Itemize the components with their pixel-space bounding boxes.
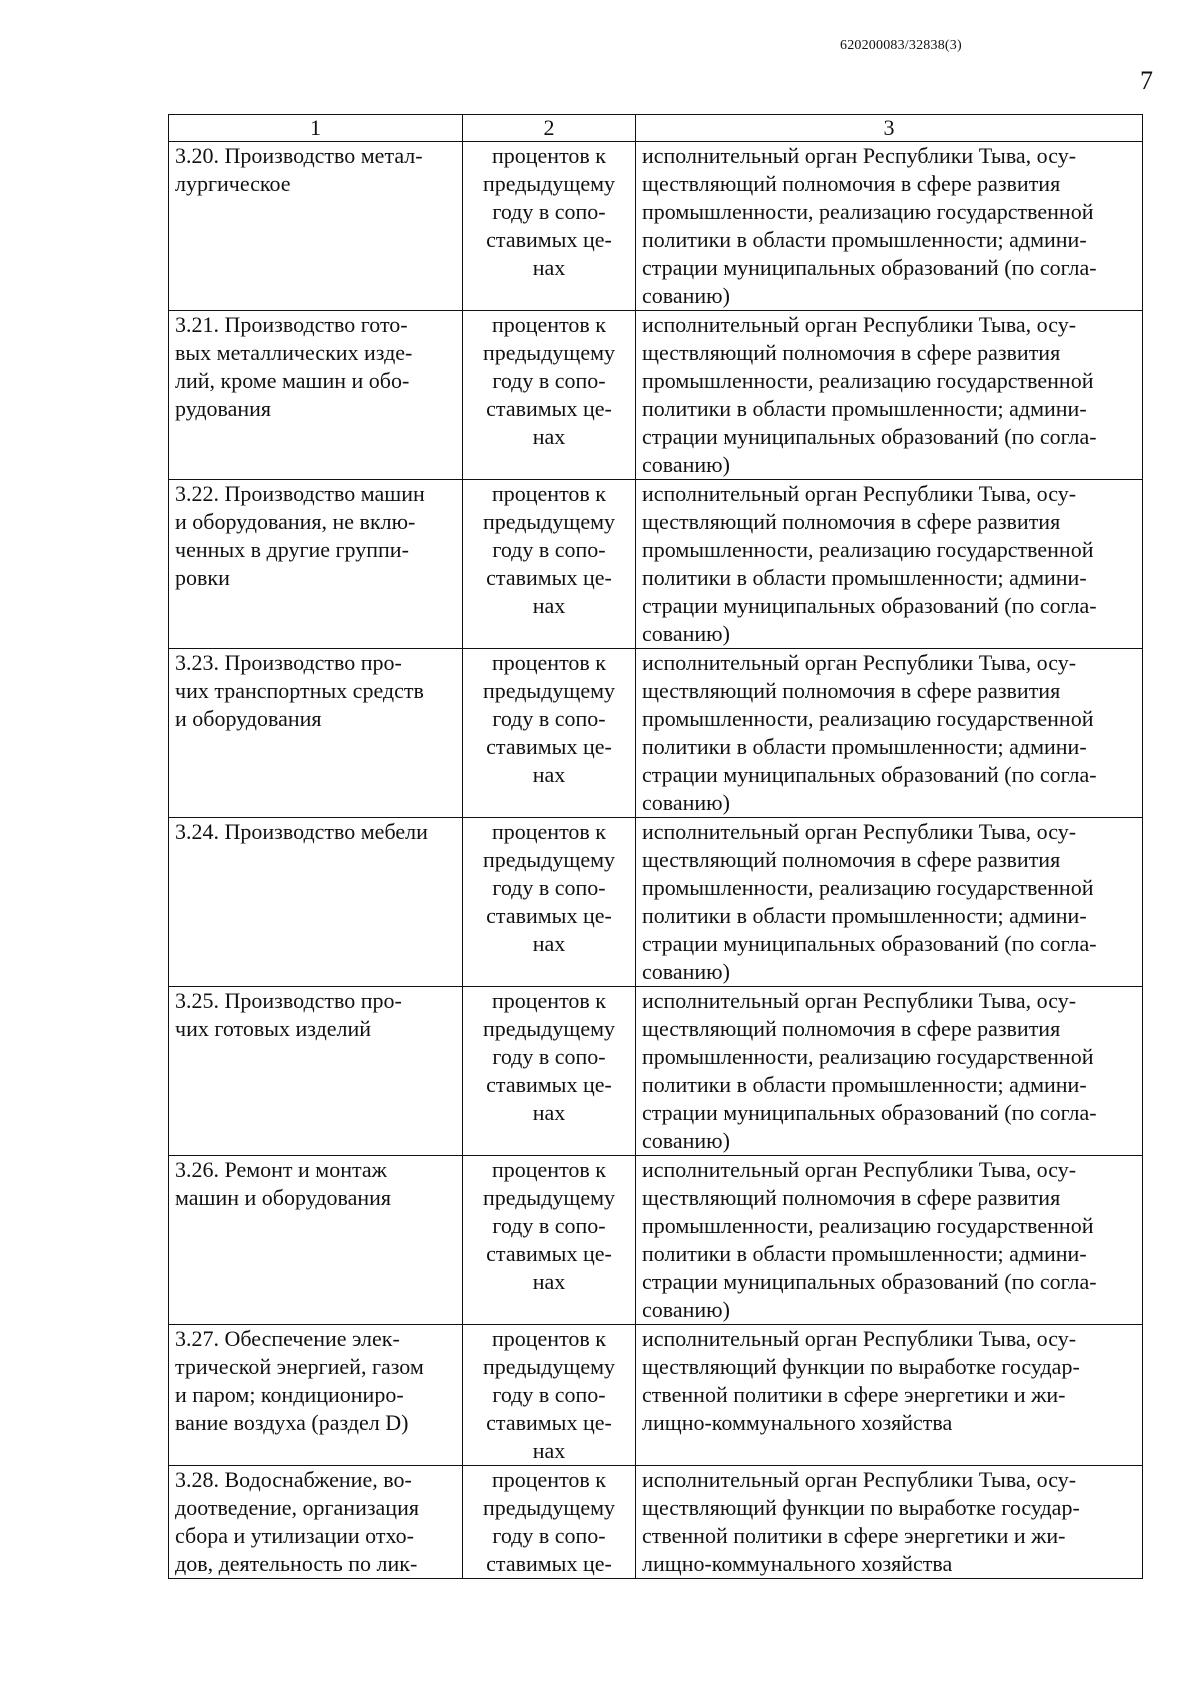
indicator-text: 3.23. Производство про- чих транспортных средств и оборудования: [175, 650, 424, 731]
responsible-text: исполнительный орган Республики Тыва, осу- ществляющий полномочия в сфере развития промышленности, реализацию государственной политики в области промышленности; админи- страции муниципальных образований (по согла- сованию): [642, 143, 1097, 308]
table-row: [169, 818, 1143, 987]
unit-cell: [463, 1466, 636, 1579]
indicator-text: 3.27. Обеспечение элек- трической энергией, газом и паром; кондициониро- вание воздуха (раздел D): [175, 1326, 424, 1435]
table-row: [169, 311, 1143, 480]
unit-text: процентов к предыдущему году в сопо- ставимых це- нах: [482, 819, 616, 956]
table-row: [169, 1156, 1143, 1325]
unit-text: процентов к предыдущему году в сопо- ставимых це- нах: [482, 1326, 616, 1463]
unit-text: процентов к предыдущему году в сопо- ставимых це- нах: [482, 481, 616, 618]
unit-text: процентов к предыдущему году в сопо- ставимых це- нах: [482, 650, 616, 787]
indicator-text: 3.24. Производство мебели: [175, 819, 428, 844]
responsible-text: исполнительный орган Республики Тыва, осу- ществляющий полномочия в сфере развития промышленности, реализацию государственной политики в области промышленности; админи- страции муниципальных образований (по согла- сованию): [642, 650, 1097, 815]
table-header-row: [169, 115, 1143, 142]
indicator-cell: [169, 818, 463, 987]
responsible-cell: [636, 987, 1143, 1156]
unit-cell: [463, 311, 636, 480]
unit-text: процентов к предыдущему году в сопо- ставимых це- нах: [482, 988, 616, 1125]
indicator-cell: [169, 142, 463, 311]
indicator-cell: [169, 649, 463, 818]
indicator-cell: [169, 987, 463, 1156]
indicator-text: 3.28. Водоснабжение, во- доотведение, организация сбора и утилизации отхо- дов, деятельность по лик-: [175, 1467, 419, 1576]
responsible-cell: [636, 649, 1143, 818]
indicator-text: 3.20. Производство метал- лургическое: [175, 143, 423, 196]
responsible-cell: [636, 1156, 1143, 1325]
responsible-cell: [636, 142, 1143, 311]
table-row: [169, 1466, 1143, 1579]
column-header-3: 3: [636, 115, 1143, 142]
responsible-text: исполнительный орган Республики Тыва, осу- ществляющий полномочия в сфере развития промышленности, реализацию государственной политики в области промышленности; админи- страции муниципальных образований (по согла- сованию): [642, 312, 1097, 477]
responsible-text: исполнительный орган Республики Тыва, осу- ществляющий полномочия в сфере развития промышленности, реализацию государственной политики в области промышленности; админи- страции муниципальных образований (по согла- сованию): [642, 481, 1097, 646]
responsible-cell: [636, 818, 1143, 987]
document-id: 620200083/32838(3): [840, 38, 962, 53]
unit-text: процентов к предыдущему году в сопо- ставимых це- нах: [482, 312, 616, 449]
table-row: [169, 480, 1143, 649]
indicator-text: 3.21. Производство гото- вых металлических изде- лий, кроме машин и обо- рудования: [175, 312, 413, 421]
unit-cell: [463, 480, 636, 649]
responsible-text: исполнительный орган Республики Тыва, осу- ществляющий полномочия в сфере развития промышленности, реализацию государственной политики в области промышленности; админи- страции муниципальных образований (по согла- сованию): [642, 819, 1097, 984]
unit-cell: [463, 1325, 636, 1466]
indicators-table: [168, 114, 1143, 1579]
indicator-cell: [169, 480, 463, 649]
table-row: [169, 142, 1143, 311]
unit-cell: [463, 987, 636, 1156]
responsible-cell: [636, 1325, 1143, 1466]
table-row: [169, 1325, 1143, 1466]
page-number: 7: [1140, 66, 1153, 95]
unit-cell: [463, 1156, 636, 1325]
indicator-cell: [169, 1325, 463, 1466]
table-row: [169, 987, 1143, 1156]
responsible-cell: [636, 480, 1143, 649]
indicator-cell: [169, 1466, 463, 1579]
column-header-2: 2: [463, 115, 636, 142]
unit-cell: [463, 649, 636, 818]
responsible-cell: [636, 1466, 1143, 1579]
responsible-text: исполнительный орган Республики Тыва, осу- ществляющий полномочия в сфере развития промышленности, реализацию государственной политики в области промышленности; админи- страции муниципальных образований (по согла- сованию): [642, 1157, 1097, 1322]
indicator-text: 3.26. Ремонт и монтаж машин и оборудования: [175, 1157, 392, 1210]
unit-cell: [463, 818, 636, 987]
responsible-text: исполнительный орган Республики Тыва, осу- ществляющий функции по выработке государ- ственной политики в сфере энергетики и жи- лищно-коммунального хозяйства: [642, 1326, 1080, 1435]
unit-text: процентов к предыдущему году в сопо- ставимых це- нах: [482, 1157, 616, 1294]
unit-text: процентов к предыдущему году в сопо- ставимых це-: [482, 1467, 616, 1576]
table-row: [169, 649, 1143, 818]
indicator-cell: [169, 1156, 463, 1325]
unit-cell: [463, 142, 636, 311]
responsible-text: исполнительный орган Республики Тыва, осу- ществляющий полномочия в сфере развития промышленности, реализацию государственной политики в области промышленности; админи- страции муниципальных образований (по согла- сованию): [642, 988, 1097, 1153]
responsible-text: исполнительный орган Республики Тыва, осу- ществляющий функции по выработке государ- ственной политики в сфере энергетики и жи- лищно-коммунального хозяйства: [642, 1467, 1080, 1576]
indicator-cell: [169, 311, 463, 480]
indicator-text: 3.22. Производство машин и оборудования, не вклю- ченных в другие группи- ровки: [175, 481, 425, 590]
unit-text: процентов к предыдущему году в сопо- ставимых це- нах: [482, 143, 616, 280]
responsible-cell: [636, 311, 1143, 480]
indicator-text: 3.25. Производство про- чих готовых изделий: [175, 988, 402, 1041]
column-header-1: 1: [169, 115, 463, 142]
